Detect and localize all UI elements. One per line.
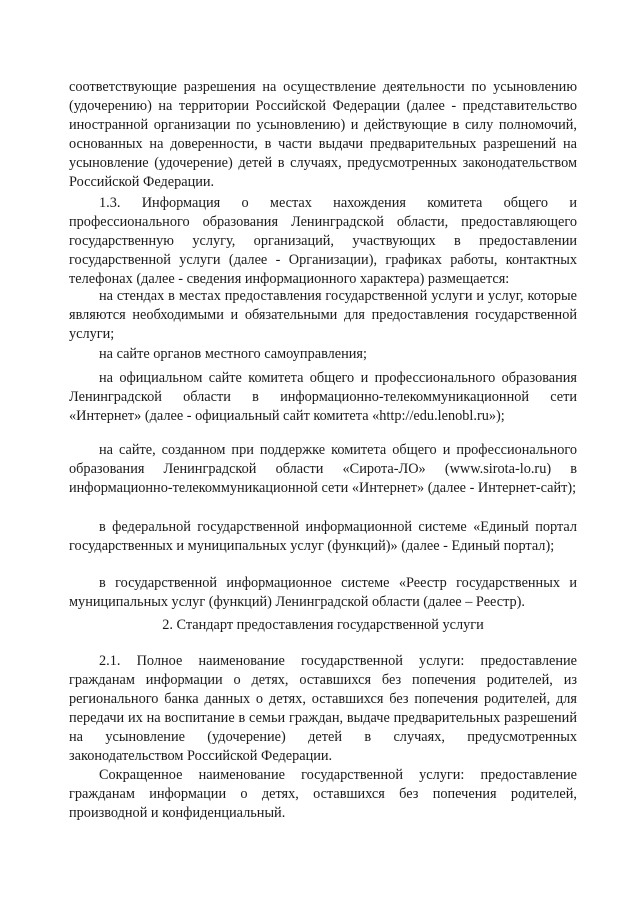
paragraph-2-1: 2.1. Полное наименование государственной услуги: предоставление гражданам информации о детях, оставшихся без попечения родителей, из регионального банка данных о детях, оставшихся без попечения родителей, для передачи их на воспитание в семьи граждан, выдаче предварительных разрешений на усыновление (удочерение) детей в случаях, предусмотренных законодательством Российской Федерации. (69, 653, 577, 764)
paragraph-short-name: Сокращенное наименование государственной услуги: предоставление гражданам информации о детях, оставшихся без попечения родителей, производной и конфиденциальный. (69, 767, 577, 821)
paragraph-1-3: 1.3. Информация о местах нахождения комитета общего и профессионального образования Ленинградской области, предоставляющего государственную услугу, организаций, участвующих в предоставлении государственной услуги (далее - Организации), графиках работы, контактных телефонах (далее - сведения информационного характера) размещается: (69, 195, 577, 287)
paragraph-stands: на стендах в местах предоставления государственной услуги и услуг, которые являются необходимыми и обязательными для предоставления государственной услуги; (69, 288, 577, 342)
paragraph-local-sites: на сайте органов местного самоуправления; (99, 346, 367, 362)
paragraph-unified-portal: в федеральной государственной информационной системе «Единый портал государственных и муниципальных услуг (функций)» (далее - Единый портал); (69, 519, 577, 554)
section-heading: 2. Стандарт предоставления государственной услуги (162, 617, 484, 633)
paragraph-internet-site: на сайте, созданном при поддержке комитета общего и профессионального образования Ленинградской области «Сирота-ЛО» (www.sirota-lo.ru) в информационно-телекоммуникационной сети «Интернет» (далее - Интернет-сайт); (69, 442, 577, 496)
paragraph-registry: в государственной информационное системе «Реестр государственных и муниципальных услуг (функций) Ленинградской области (далее – Реестр). (69, 575, 577, 610)
paragraph-official-site: на официальном сайте комитета общего и профессионального образования Ленинградской области в информационно-телекоммуникационной сети «Интернет» (далее - официальный сайт комитета «http://edu.lenobl.ru»); (69, 370, 577, 424)
paragraph-continuation: соответствующие разрешения на осуществление деятельности по усыновлению (удочерению) на территории Российской Федерации (далее - представительство иностранной организации по усыновлению) и действующие в силу полномочий, основанных на доверенности, в части выдачи предварительных разрешений на усыновление (удочерение) детей в случаях, предусмотренных законодательством Российской Федерации. (69, 79, 577, 190)
